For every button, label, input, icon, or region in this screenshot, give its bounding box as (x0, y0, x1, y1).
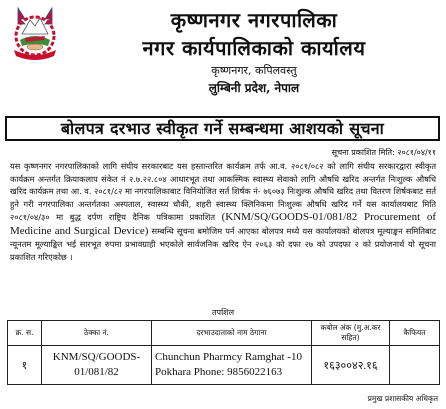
header-remarks: कैफियत (390, 321, 440, 346)
province-country: लुम्बिनी प्रदेश, नेपाल (208, 81, 300, 95)
cell-bidder: Chunchun Pharmcy Ramghat -10 Pokhara Phone: 9856022163 (152, 346, 312, 385)
office-address: कृष्णनगर, कपिलवस्तु (211, 64, 297, 77)
notice-title: बोलपत्र दरभाउ स्वीकृत गर्ने सम्बन्धमा आशयको सूचना (5, 116, 440, 141)
cell-amount: १६३००४२.१६ (312, 346, 390, 385)
cell-contract-no: KNM/SQ/GOODS-01/081/82 (42, 346, 152, 385)
nepal-government-emblem-icon (8, 4, 62, 60)
schedule-label: तपशिल (211, 308, 235, 317)
notice-body-part1: यस कृष्णनगर नगरपालिकाको लागि संघीय सरकारबाट यस हस्तान्तरित कार्यक्रम तर्फ आ.व. २०८१/०८२ को लागि संघीय सरकारद्वारा स्वीकृत कार्यक्रम अन्तर्गत क्रियाकलाप संकेत नं २.७.२२.८०४ आधारभूत तथा आकस्मिक स्वास्थ्य सेवाको लागि औषधि खरिद अन्तर्गत निःशुल्क औषधि खरिद कार्यक्रम तथा आ. व. २०८१/८२ मा नगरपालिकाबाट विनियोजित सर्त शिर्षक नं- ७६०७३ निःशुल्क औषधि खरिद तथा वितरण शिर्षकबाट सर्त हुने गरी नगरपालिका अन्तर्गतका अस्पताल, स्वास्थ्य चौकी, शहरी स्वास्थ्य क्लिनिकमा निःशुल्क औषधि खरिद गर्ने यस कार्यालयबाट मिति २०८१/०४/३० मा बुद्ध दर्पण राष्ट्रिय दैनिक पत्रिकामा प्रकाशित (10, 161, 436, 223)
header-contract-no: ठेक्का नं. (42, 321, 152, 346)
cell-remarks (390, 346, 440, 385)
header-sn: क्र. स. (8, 321, 42, 346)
table-header-row (8, 321, 440, 346)
notice-body (10, 160, 436, 264)
header-amount: कबोल अंक (मु.अ.कर सहित) (312, 321, 390, 346)
table-row (8, 346, 440, 385)
schedule-table (7, 320, 440, 385)
notice-body-part2: सम्बन्धि सूचना बमोजिम पर्न आएका बोलपत्र मध्ये यस कार्यालयको बोलपत्र मूल्याङ्कन समितिबाट न्यूनतम मूल्याङ्कित भई सारभूत रुपमा प्रभावग्राही भएकोले सार्वजनिक खरिद ऐन २०६३ को दफा २७ को उपदफा २ को प्रयोजनार्थ यो सूचना प्रकाशित गरिएकोछ । (10, 226, 436, 262)
cell-sn: १ (8, 346, 42, 385)
office-name: नगर कार्यपालिकाको कार्यालय (142, 36, 366, 60)
municipality-name: कृष्णनगर नगरपालिका (170, 8, 338, 32)
signature-title: प्रमुख प्रशासकीय अधिकृत (367, 394, 438, 403)
header-bidder: दरभाउदाताको नाम ठेगाना (152, 321, 312, 346)
notice-body-english: (KNM/SQ/GOODS-01/081/82 Procurement of Medicine and Surgical Device) (10, 211, 436, 238)
publish-date: सूचना प्रकाशित मिति: २०८१/०४/११ (331, 148, 436, 157)
